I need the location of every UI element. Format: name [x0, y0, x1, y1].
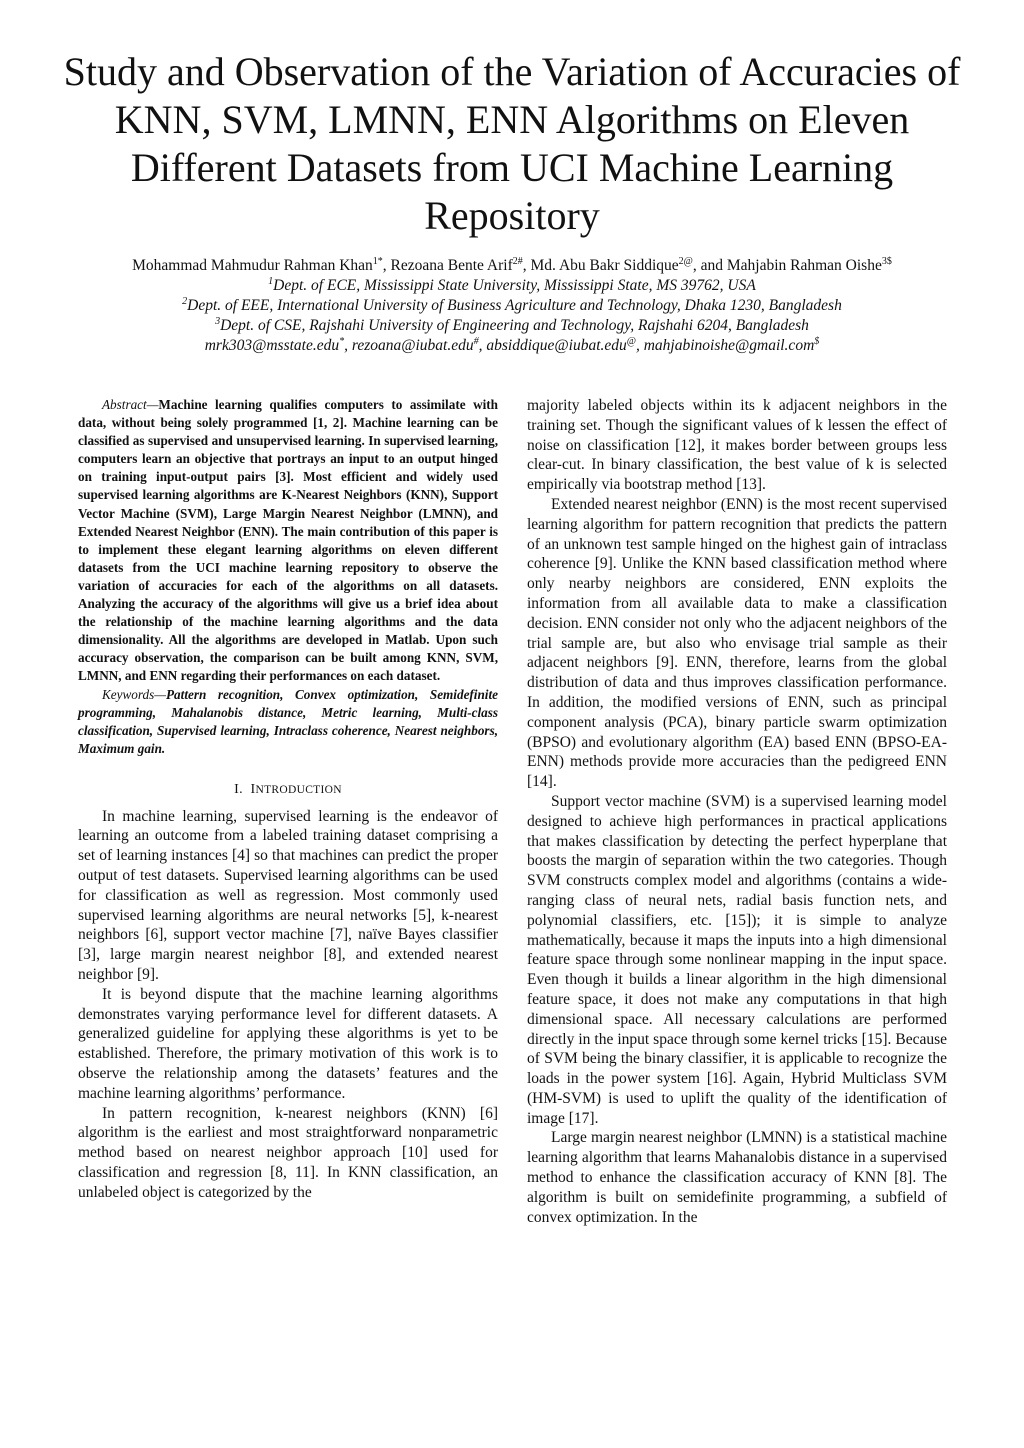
affiliation-3-mark: 3	[215, 315, 221, 327]
keywords-text: Pattern recognition, Convex optimization, Semidefinite programming, Mahalanobis distance, Metric learning, Multi-class classification, Supervised learning, Intraclass coherence, Nearest neighbors, Maximum gain.	[78, 686, 498, 756]
email-3[interactable]: , absiddique@iubat.edu	[478, 337, 627, 354]
intro-paragraph-2: It is beyond dispute that the machine learning algorithms demonstrates varying performance level for different datasets. A generalized guideline for applying these algorithms is yet to be established. Therefore, the primary motivation of this work is to observe the relationship among the datasets’ features and the machine learning algorithms’ performance.	[78, 985, 498, 1102]
section-number: I.	[234, 781, 243, 797]
email-1-mark: *	[339, 335, 345, 347]
affiliation-2-text: Dept. of EEE, International University of Business Agriculture and Technology, Dhaka 1230, Bangladesh	[187, 297, 842, 314]
intro-paragraph-3: In pattern recognition, k-nearest neighbors (KNN) [6] algorithm is the earliest and most straightforward nonparametric method based on nearest neighbor approach [10] used for classification and regression [8, 11]. In KNN classification, an unlabeled object is categorized by the	[78, 1104, 498, 1201]
author-1-mark: 1*	[372, 255, 383, 267]
author-2: , Rezoana Bente Arif	[382, 257, 513, 274]
keywords	[78, 686, 498, 758]
paper-title: Study and Observation of the Variation of Accuracies of KNN, SVM, LMNN, ENN Algorithms on Eleven Different Datasets from UCI Machine Learning Repository	[63, 49, 961, 238]
affiliation-2-mark: 2	[182, 295, 188, 307]
intro-paragraph-1: In machine learning, supervised learning is the endeavor of learning an outcome from a labeled training dataset comprising a set of learning instances [4] so that machines can predict the proper output of test datasets. Supervised learning algorithms can be used for classification as well as regression. Most commonly used supervised learning algorithms are neural networks [5], k-nearest neighbors [6], support vector machine [7], naïve Bayes classifier [3], large margin nearest neighbor [8], and extended nearest neighbor [9].	[78, 807, 498, 984]
author-3-mark: 2@	[678, 255, 693, 267]
abstract-label: Abstract—	[102, 397, 159, 412]
author-4-mark: 3$	[881, 255, 892, 267]
abstract-text: Machine learning qualifies computers to assimilate with data, without being solely programmed [1, 2]. Machine learning can be classified as supervised and unsupervised learning. In supervised learning, computers learn an objective that portrays an input to an output hinged on training input-output pairs [3]. Most efficient and widely used supervised learning algorithms are K-Nearest Neighbors (KNN), Support Vector Machine (SVM), Large Margin Nearest Neighbor (LMNN), and Extended Nearest Neighbor (ENN). The main contribution of this paper is to implement these elegant learning algorithms on eleven different datasets from the UCI machine learning repository to observe the variation of accuracies for each of the algorithms on all datasets. Analyzing the accuracy of the algorithms will give us a brief idea about the relationship of the machine learning algorithms and the data dimensionality. All the algorithms are developed in Matlab. Upon such accuracy observation, the comparison can be built among KNN, SVM, LMNN, and ENN regarding their performances on each dataset.	[78, 397, 498, 684]
affiliation-3	[40, 316, 984, 336]
svm-paragraph: Support vector machine (SVM) is a supervised learning model designed to achieve high performances in practical applications that makes classification by detecting the perfect hyperplane that boosts the margin of separation within the two categories. Though SVM constructs complex model and algorithms (contains a wide-ranging class of neural nets, radial basis function nets, and polynomial classifiers, etc. [15]); it is simple to analyze mathematically, because it maps the inputs into a high dimensional feature space through some nonlinear mapping in the input space. Even though it builds a linear algorithm in the high dimensional feature space, it does not make any computations in that high dimensional space. All necessary calculations are performed directly in the input space through some kernel tricks [15]. Because of SVM being the binary classifier, it is applicable to recognize the loads in the power system [16]. Again, Hybrid Multiclass SVM (HM-SVM) is used to uplift the quality of the identification of image [17].	[527, 792, 947, 1127]
right-column	[527, 396, 947, 1227]
author-1: Mohammad Mahmudur Rahman Khan	[132, 257, 373, 274]
email-1[interactable]: mrk303@msstate.edu	[204, 337, 340, 354]
author-2-mark: 2#	[512, 255, 523, 267]
knn-paragraph-continued: majority labeled objects within its k adjacent neighbors in the training set. Though the significant values of k lessen the effect of noise on classification [12], it makes border between groups less clear-cut. In binary classification, the best value of k is selected empirically via bootstrap method [13].	[527, 397, 947, 494]
email-line	[40, 336, 984, 356]
abstract	[78, 396, 498, 686]
author-3: , Md. Abu Bakr Siddique	[522, 257, 679, 274]
email-3-mark: @	[626, 335, 636, 347]
keywords-label: Keywords—	[102, 686, 166, 702]
enn-paragraph: Extended nearest neighbor (ENN) is the most recent supervised learning algorithm for pattern recognition that predicts the pattern of an unknown test sample hinged on the highest gain of intraclass coherence [9]. Unlike the KNN based classification method where only nearby neighbors are considered, ENN exploits the information from all available data to make a classification decision. ENN consider not only who the adjacent neighbors of the trial sample are, but also who envisage trial sample as their adjacent neighbors [9]. ENN, therefore, learns from the global distribution of data and thus improves classification performance. In addition, the modified versions of ENN, such as principal component analysis (PCA), binary particle swarm optimization (BPSO) and evolutionary algorithm (EA) based ENN (BPSO-EA-ENN) methods provide more accuracies than the pedigreed ENN [14].	[527, 495, 947, 791]
email-2-mark: #	[473, 335, 479, 347]
section-title-rest: NTRODUCTION	[255, 783, 342, 796]
affiliation-3-text: Dept. of CSE, Rajshahi University of Engineering and Technology, Rajshahi 6204, Bangladesh	[220, 317, 809, 334]
section-heading-introduction	[78, 780, 498, 801]
left-column	[78, 396, 498, 1203]
email-4[interactable]: , mahjabinoishe@gmail.com	[635, 337, 815, 354]
affiliation-1-mark: 1	[268, 275, 274, 287]
affiliation-1-text: Dept. of ECE, Mississippi State University, Mississippi State, MS 39762, USA	[273, 277, 756, 294]
author-4: , and Mahjabin Rahman Oishe	[692, 257, 882, 274]
author-names	[40, 256, 984, 276]
author-block	[40, 256, 984, 356]
section-title-initial: I	[250, 781, 256, 797]
affiliation-1	[40, 276, 984, 296]
lmnn-paragraph: Large margin nearest neighbor (LMNN) is a statistical machine learning algorithm that learns Mahanalobis distance in a supervised method to enhance the classification accuracy of KNN [8]. The algorithm is built on semidefinite programming, a subfield of convex optimization. In the	[527, 1129, 947, 1226]
affiliation-2	[40, 296, 984, 316]
email-4-mark: $	[814, 335, 820, 347]
email-2[interactable]: , rezoana@iubat.edu	[344, 337, 474, 354]
